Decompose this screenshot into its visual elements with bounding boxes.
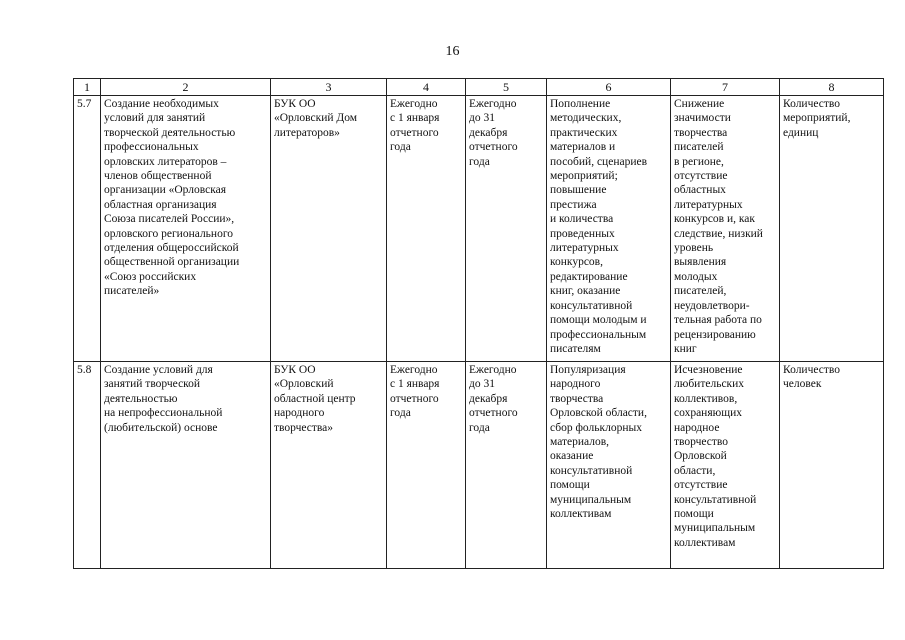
end-term: Ежегодно до 31 декабря отчетного года	[466, 362, 547, 569]
column-header-8: 8	[780, 79, 884, 96]
expected-result: Популяризация народного творчества Орловской области, сбор фольклорных материалов, оказание консультативной помощи муниципальным коллективам	[547, 362, 671, 569]
program-activities-table	[73, 78, 884, 569]
activity-name: Создание условий для занятий творческой деятельностью на непрофессиональной (любительской) основе	[101, 362, 271, 569]
indicator: Количество человек	[780, 362, 884, 569]
row-number: 5.8	[74, 362, 101, 569]
column-header-1: 1	[74, 79, 101, 96]
executor: БУК ОО «Орловский областной центр народного творчества»	[271, 362, 387, 569]
non-implementation-consequences: Исчезновение любительских коллективов, сохраняющих народное творчество Орловской области, отсутствие консультативной помощи муниципальным коллективам	[671, 362, 780, 569]
table-row	[74, 362, 884, 569]
start-term: Ежегодно с 1 января отчетного года	[387, 362, 466, 569]
column-header-6: 6	[547, 79, 671, 96]
column-header-4: 4	[387, 79, 466, 96]
indicator: Количество мероприятий, единиц	[780, 96, 884, 362]
expected-result: Пополнение методических, практических материалов и пособий, сценариев мероприятий; повышение престижа и количества проведенных литературных конкурсов, редактирование книг, оказание консультативной помощи молодым и профессиональным писателям	[547, 96, 671, 362]
non-implementation-consequences: Снижение значимости творчества писателей в регионе, отсутствие областных литературных конкурсов и, как следствие, низкий уровень выявления молодых писателей, неудовлетвори- тельная работа по рецензированию книг	[671, 96, 780, 362]
page-number: 16	[445, 44, 460, 59]
executor: БУК ОО «Орловский Дом литераторов»	[271, 96, 387, 362]
activity-name: Создание необходимых условий для занятий творческой деятельностью профессиональных орловских литераторов – членов общественной организации «Орловская областная организация Союза писателей России», орловского регионального отделения общероссийской общественной организации «Союз российских писателей»	[101, 96, 271, 362]
end-term: Ежегодно до 31 декабря отчетного года	[466, 96, 547, 362]
column-header-7: 7	[671, 79, 780, 96]
column-header-2: 2	[101, 79, 271, 96]
row-number: 5.7	[74, 96, 101, 362]
table-header-row	[74, 79, 884, 96]
table-row	[74, 96, 884, 362]
start-term: Ежегодно с 1 января отчетного года	[387, 96, 466, 362]
column-header-5: 5	[466, 79, 547, 96]
column-header-3: 3	[271, 79, 387, 96]
